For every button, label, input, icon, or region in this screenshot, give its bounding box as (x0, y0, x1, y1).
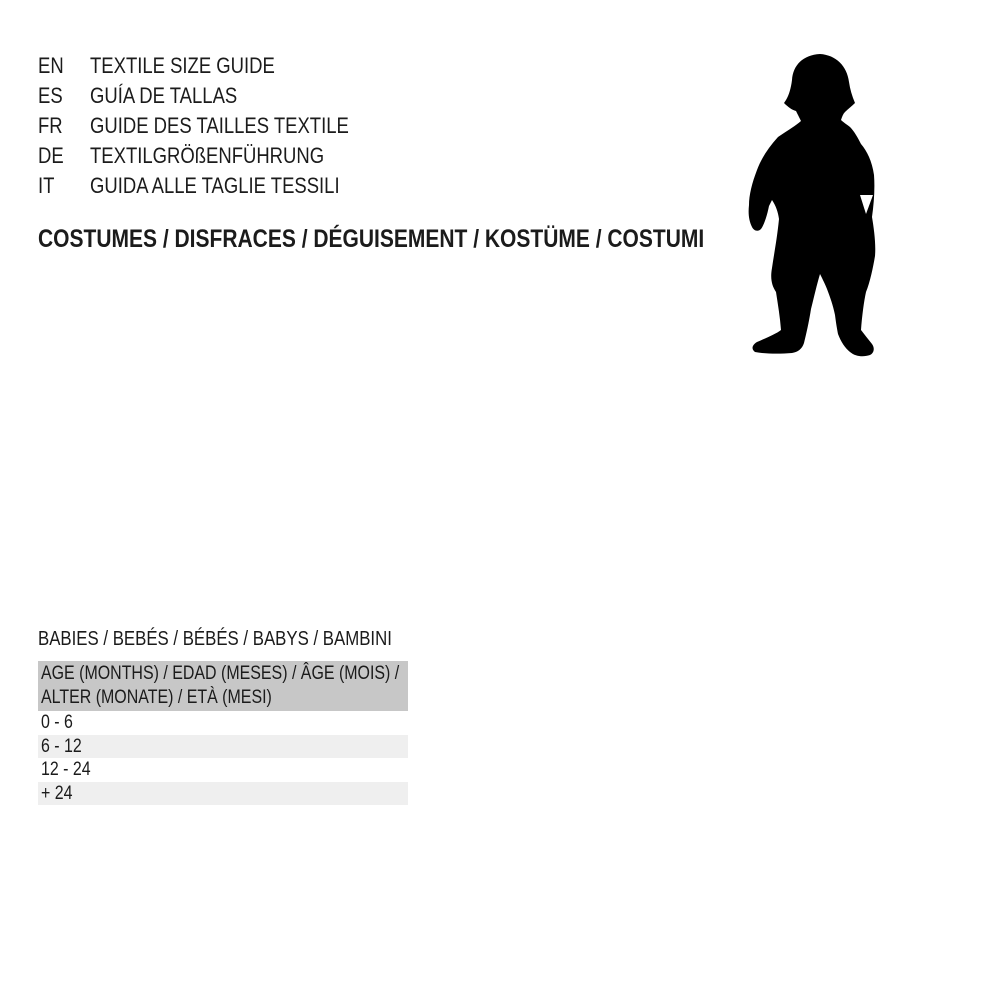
language-label (90, 81, 265, 111)
language-label (90, 111, 398, 141)
baby-toddler-silhouette-icon (748, 53, 893, 357)
language-code (38, 171, 90, 201)
age-range-value: 0 - 6 (41, 712, 73, 733)
language-label-text: TEXTILE SIZE GUIDE (90, 53, 275, 78)
language-row-de (38, 141, 398, 171)
language-code-text: EN (38, 53, 64, 78)
language-label (90, 51, 310, 81)
babies-section-title-text: BABIES / BEBÉS / BÉBÉS / BABYS / BAMBINI (38, 628, 392, 650)
babies-section-title (38, 628, 459, 650)
language-label-text: TEXTILGRÖßENFÜHRUNG (90, 143, 325, 168)
age-size-table (38, 661, 408, 805)
language-row-es (38, 81, 398, 111)
category-title (38, 226, 831, 253)
language-row-it (38, 171, 398, 201)
language-code-text: DE (38, 143, 64, 168)
category-title-text: COSTUMES / DISFRACES / DÉGUISEMENT / KOSTÜME / COSTUMI (38, 225, 705, 253)
language-label-text: GUÍA DE TALLAS (90, 83, 238, 108)
language-row-en (38, 51, 398, 81)
age-table-header (38, 661, 408, 711)
table-row (38, 711, 408, 735)
age-range-value: 12 - 24 (41, 759, 91, 780)
language-code-text: FR (38, 113, 63, 138)
language-code (38, 81, 90, 111)
age-range-value: + 24 (41, 782, 73, 804)
language-code (38, 141, 90, 171)
language-code (38, 111, 90, 141)
language-label-text: GUIDA ALLE TAGLIE TESSILI (90, 173, 340, 198)
age-table-header-text: AGE (MONTHS) / EDAD (MESES) / ÂGE (MOIS) / ALTER (MONATE) / ETÀ (MESI) (41, 663, 400, 708)
table-row (38, 758, 408, 782)
age-range-value: 6 - 12 (41, 735, 82, 757)
language-label (90, 171, 387, 201)
language-row-fr (38, 111, 398, 141)
table-row (38, 735, 408, 759)
language-label-text: GUIDE DES TAILLES TEXTILE (90, 113, 349, 138)
language-code (38, 51, 90, 81)
language-code-text: ES (38, 83, 63, 108)
language-label (90, 141, 369, 171)
language-list (38, 51, 398, 201)
table-row (38, 782, 408, 806)
language-code-text: IT (38, 173, 55, 198)
